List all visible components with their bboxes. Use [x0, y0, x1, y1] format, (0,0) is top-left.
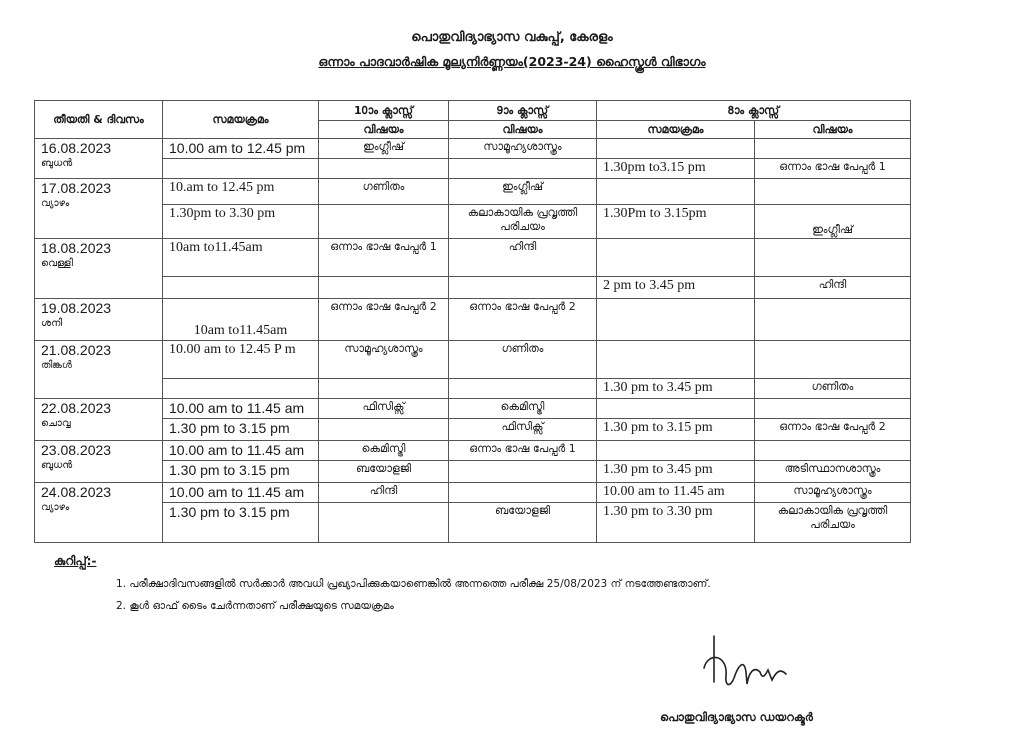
notes — [54, 554, 96, 569]
class8-time — [597, 441, 755, 461]
date-cell — [35, 139, 163, 179]
class8-time: 2 pm to 3.45 pm — [597, 277, 755, 299]
table-row — [35, 503, 911, 543]
class8-subject: ഹിന്ദി — [755, 277, 911, 299]
class10-subject — [319, 159, 449, 179]
page-title: പൊതുവിദ്യാഭ്യാസ വകുപ്പ്, കേരളം — [411, 30, 613, 45]
class8-subject — [755, 239, 911, 277]
note-2: 2. കൂൾ ഓഫ് ടൈം ചേർന്നതാണ് പരീക്ഷയുടെ സമയക്രമം — [116, 600, 394, 612]
table-row — [35, 341, 911, 379]
class10-subject: ബയോളജി — [319, 461, 449, 483]
date: 24.08.2023 — [41, 484, 112, 500]
page-subtitle — [0, 54, 1024, 70]
date: 22.08.2023 — [41, 400, 112, 416]
class10-subject: കെമിസ്ട്രി — [319, 441, 449, 461]
class8-subject: സാമൂഹ്യശാസ്ത്രം — [755, 483, 911, 503]
class9-subject: സാമൂഹ്യശാസ്ത്രം — [449, 139, 597, 159]
class8-time — [597, 399, 755, 419]
date-cell — [35, 483, 163, 543]
signatory-title: പൊതുവിദ്യാഭ്യാസ ഡയറക്ടർ — [660, 710, 813, 724]
time-cell: 10am to11.45am — [163, 299, 319, 341]
day: വെള്ളി — [41, 258, 73, 269]
date: 16.08.2023 — [41, 140, 112, 156]
time-cell: 10.00 am to 11.45 am — [163, 399, 319, 419]
class10-subject: ഫിസിക്സ് — [319, 399, 449, 419]
class9-subject: കെമിസ്ട്രി — [449, 399, 597, 419]
class10-subject: സാമൂഹ്യശാസ്ത്രം — [319, 341, 449, 379]
class8-time: 1.30 pm to 3.45 pm — [597, 379, 755, 399]
table-row — [35, 299, 911, 341]
date: 23.08.2023 — [41, 442, 112, 458]
class10-subject — [319, 503, 449, 543]
head-class10: 10ാം ക്ലാസ്സ് — [319, 101, 449, 121]
date-cell — [35, 179, 163, 239]
class8-time — [597, 239, 755, 277]
class9-subject — [449, 483, 597, 503]
day: ചൊവ്വ — [41, 418, 71, 429]
class9-subject — [449, 159, 597, 179]
table-row — [35, 179, 911, 205]
timetable-body — [35, 139, 911, 543]
table-row — [35, 441, 911, 461]
head-class9: 9ാം ക്ലാസ്സ് — [449, 101, 597, 121]
time-cell: 1.30 pm to 3.15 pm — [163, 419, 319, 441]
class9-subject: ഒന്നാം ഭാഷ പേപ്പർ 1 — [449, 441, 597, 461]
time-cell: 10am to11.45am — [163, 239, 319, 277]
table-row — [35, 239, 911, 277]
class8-subject — [755, 139, 911, 159]
subtitle-text: ഒന്നാം പാദവാർഷിക മൂല്യനിർണ്ണയം(2023-24) ഹൈസ്കൂൾ വിഭാഗം — [318, 54, 706, 69]
date: 17.08.2023 — [41, 180, 112, 196]
time-cell: 10.00 am to 12.45 P m — [163, 341, 319, 379]
day: ശനി — [41, 318, 63, 329]
class9-subject: ഗണിതം — [449, 341, 597, 379]
class9-subject: ബയോളജി — [449, 503, 597, 543]
date: 21.08.2023 — [41, 342, 112, 358]
class8-time: 1.30 pm to 3.30 pm — [597, 503, 755, 543]
table-row — [35, 277, 911, 299]
head-date-day: തീയതി & ദിവസം — [35, 101, 163, 139]
day: വ്യാഴം — [41, 502, 70, 513]
day: ബുധൻ — [41, 460, 73, 471]
class8-time — [597, 299, 755, 341]
table-row — [35, 379, 911, 399]
class9-subject: ഫിസിക്സ് — [449, 419, 597, 441]
table-row — [35, 399, 911, 419]
time-cell: 10.am to 12.45 pm — [163, 179, 319, 205]
class10-subject: ഹിന്ദി — [319, 483, 449, 503]
class8-subject: ഗണിതം — [755, 379, 911, 399]
time-cell: 10.00 am to 11.45 am — [163, 441, 319, 461]
time-cell: 1.30 pm to 3.15 pm — [163, 503, 319, 543]
class9-subject: കലാകായിക പ്രവൃത്തി പരിചയം — [449, 205, 597, 239]
table-row — [35, 139, 911, 159]
head-schedule-8: സമയക്രമം — [597, 121, 755, 139]
class9-subject — [449, 379, 597, 399]
table-row — [35, 461, 911, 483]
class10-subject — [319, 419, 449, 441]
class8-time: 10.00 am to 11.45 am — [597, 483, 755, 503]
class10-subject: ഒന്നാം ഭാഷ പേപ്പർ 2 — [319, 299, 449, 341]
head-class8: 8ാം ക്ലാസ്സ് — [597, 101, 911, 121]
time-cell — [163, 379, 319, 399]
class8-subject: അടിസ്ഥാനശാസ്ത്രം — [755, 461, 911, 483]
class8-time: 1.30pm to3.15 pm — [597, 159, 755, 179]
class8-subject — [755, 341, 911, 379]
class9-subject: ഇംഗ്ലീഷ് — [449, 179, 597, 205]
timetable — [34, 100, 911, 543]
class8-subject: ഇംഗ്ലീഷ് — [755, 205, 911, 239]
class8-subject — [755, 179, 911, 205]
class8-time — [597, 139, 755, 159]
class8-time — [597, 179, 755, 205]
class8-time: 1.30 pm to 3.15 pm — [597, 419, 755, 441]
class9-subject — [449, 277, 597, 299]
class10-subject — [319, 379, 449, 399]
date-cell — [35, 239, 163, 299]
class10-subject — [319, 277, 449, 299]
class8-subject — [755, 399, 911, 419]
date-cell — [35, 441, 163, 483]
day: ബുധൻ — [41, 158, 73, 169]
head-schedule: സമയക്രമം — [163, 101, 319, 139]
class9-subject: ഹിന്ദി — [449, 239, 597, 277]
class8-time: 1.30Pm to 3.15pm — [597, 205, 755, 239]
class8-subject: ഒന്നാം ഭാഷ പേപ്പർ 1 — [755, 159, 911, 179]
date-cell — [35, 299, 163, 341]
day: വ്യാഴം — [41, 198, 70, 209]
time-cell: 1.30 pm to 3.15 pm — [163, 461, 319, 483]
table-row — [35, 159, 911, 179]
table-row — [35, 205, 911, 239]
class10-subject: ഗണിതം — [319, 179, 449, 205]
time-cell: 1.30pm to 3.30 pm — [163, 205, 319, 239]
date-cell — [35, 399, 163, 441]
notes-title: കുറിപ്പ്:- — [54, 554, 97, 568]
head-subject-8: വിഷയം — [755, 121, 911, 139]
head-subject-10: വിഷയം — [319, 121, 449, 139]
class8-time — [597, 341, 755, 379]
class8-time: 1.30 pm to 3.45 pm — [597, 461, 755, 483]
signature-image — [700, 628, 810, 700]
class8-subject — [755, 441, 911, 461]
class10-subject: ഒന്നാം ഭാഷ പേപ്പർ 1 — [319, 239, 449, 277]
class8-subject: കലാകായിക പ്രവൃത്തി പരിചയം — [755, 503, 911, 543]
time-cell — [163, 159, 319, 179]
class8-subject — [755, 299, 911, 341]
class9-subject: ഒന്നാം ഭാഷ പേപ്പർ 2 — [449, 299, 597, 341]
class9-subject — [449, 461, 597, 483]
date-cell — [35, 341, 163, 399]
head-subject-9: വിഷയം — [449, 121, 597, 139]
table-row — [35, 419, 911, 441]
table-row — [35, 483, 911, 503]
class10-subject — [319, 205, 449, 239]
class10-subject: ഇംഗ്ലീഷ് — [319, 139, 449, 159]
class8-subject: ഒന്നാം ഭാഷ പേപ്പർ 2 — [755, 419, 911, 441]
note-1: 1. പരീക്ഷാദിവസങ്ങളിൽ സർക്കാർ അവധി പ്രഖ്യാപിക്കുകയാണെങ്കിൽ അന്നത്തെ പരീക്ഷ 25/08/2023 ന് നടത്തേണ്ടതാണ്. — [116, 578, 711, 590]
time-cell: 10.00 am to 11.45 am — [163, 483, 319, 503]
time-cell: 10.00 am to 12.45 pm — [163, 139, 319, 159]
date: 19.08.2023 — [41, 300, 112, 316]
date: 18.08.2023 — [41, 240, 112, 256]
time-cell — [163, 277, 319, 299]
day: തിങ്കൾ — [41, 360, 72, 371]
